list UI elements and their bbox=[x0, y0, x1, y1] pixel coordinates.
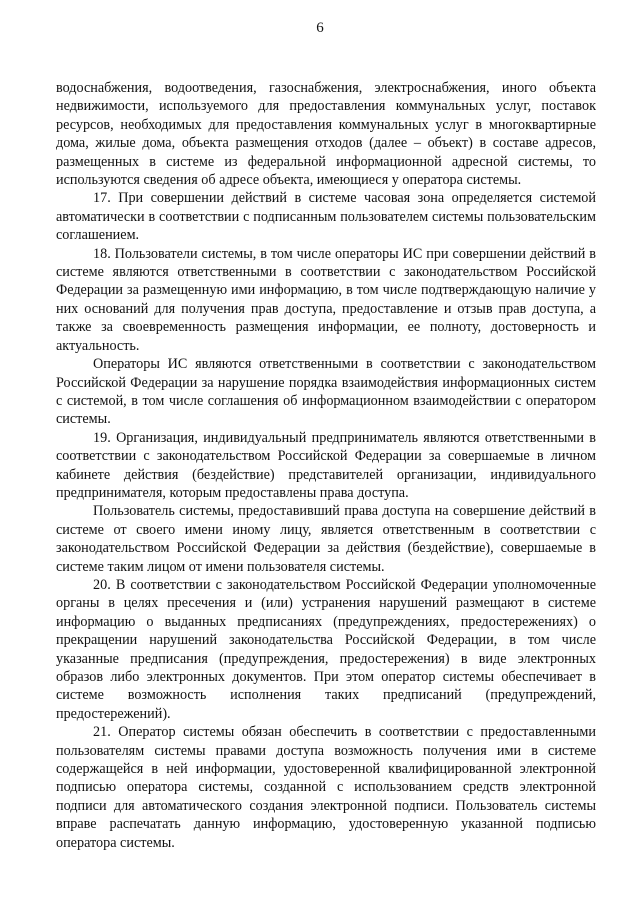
paragraph-continuation: водоснабжения, водоотведения, газоснабжения, электроснабжения, иного объекта недвижимости, используемого для предоставления коммунальных услуг, поставок ресурсов, необходимых для предоставления коммунальных услуг в многоквартирные дома, жилые дома, объекта размещения отходов (далее – объект) в составе адресов, размещенных в системе из федеральной информационной адресной системы, то используются сведения об адресе объекта, имеющиеся у оператора системы. bbox=[56, 80, 596, 189]
page-number: 6 bbox=[316, 20, 324, 36]
paragraph-18-operators: Операторы ИС являются ответственными в соответствии с законодательством Российской Федерации за нарушение порядка взаимодействия информационных систем с системой, в том числе соглашения об информационном взаимодействии с оператором системы. bbox=[56, 356, 596, 428]
paragraph-21: 21. Оператор системы обязан обеспечить в соответствии с предоставленными пользователям системы правами доступа возможность получения ими в системе содержащейся в ней информации, удостоверенной квалифицированной электронной подписью оператора системы, созданной с использованием средств электронной подписи для автоматического создания электронной подписи. Пользователь системы вправе распечатать данную информацию, удостоверенную указанной подписью оператора системы. bbox=[56, 724, 596, 851]
document-body bbox=[56, 79, 596, 852]
paragraph-19: 19. Организация, индивидуальный предприниматель являются ответственными в соответствии с законодательством Российской Федерации за совершаемые в личном кабинете действия (бездействие) представителей организации, индивидуального предпринимателя, которым предоставлены права доступа. bbox=[56, 429, 596, 501]
paragraph-17: 17. При совершении действий в системе часовая зона определяется системой автоматически в соответствии с подписанным пользователем системы пользовательским соглашением. bbox=[56, 190, 596, 244]
paragraph-19-user: Пользователь системы, предоставивший права доступа на совершение действий в системе от своего имени иному лицу, является ответственным в соответствии с законодательством Российской Федерации за действия (бездействие), совершаемые в системе таким лицом от имени пользователя системы. bbox=[56, 503, 596, 575]
paragraph-18: 18. Пользователи системы, в том числе операторы ИС при совершении действий в системе являются ответственными в соответствии с законодательством Российской Федерации за размещенную ими информацию, в том числе подтверждающую наличие у них оснований для получения прав доступа, предоставление и отзыв прав доступа, а также за своевременность размещения информации, ее полноту, достоверность и актуальность. bbox=[56, 245, 596, 354]
paragraph-20: 20. В соответствии с законодательством Российской Федерации уполномоченные органы в целях пресечения и (или) устранения нарушений размещают в системе информацию о выданных предписаниях (предупреждениях, предостережениях) о прекращении нарушений законодательства Российской Федерации, в том числе указанные предписания (предупреждения, предостережения) в виде электронных образов либо электронных документов. При этом оператор системы обеспечивает в системе возможность исполнения таких предписаний (предупреждений, предостережений). bbox=[56, 576, 596, 722]
